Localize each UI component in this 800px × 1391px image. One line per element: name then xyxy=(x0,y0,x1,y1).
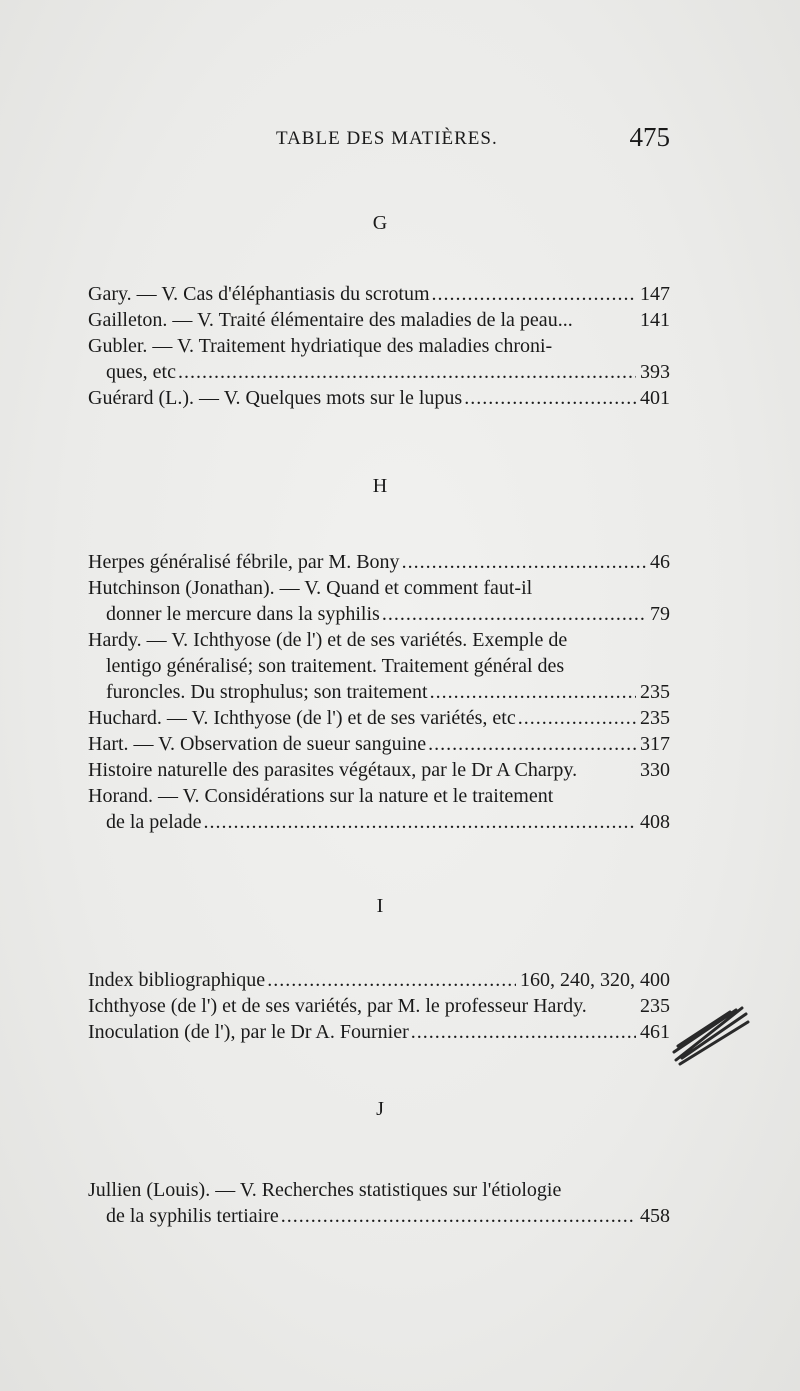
section-letter-h: H xyxy=(372,475,388,497)
entry-text: Gubler. — V. Traitement hydriatique des maladies chroni- xyxy=(88,335,553,357)
entry-page: 235 xyxy=(640,707,670,729)
entry-line xyxy=(88,333,670,359)
entry-line xyxy=(88,1177,670,1203)
running-title: TABLE DES MATIÈRES. xyxy=(276,128,498,149)
page-number: 475 xyxy=(629,122,670,152)
dot-leader xyxy=(267,967,516,993)
entry-line xyxy=(88,731,670,757)
entry-line xyxy=(88,281,670,307)
entry-line xyxy=(88,359,670,385)
index-entry-guerard xyxy=(88,385,670,411)
entry-line xyxy=(88,385,670,411)
entry-page: 160, 240, 320, 400 xyxy=(520,969,670,991)
entry-text: Herpes généralisé fébrile, par M. Bony xyxy=(88,551,400,573)
entry-page: 147 xyxy=(640,283,670,305)
entry-text: de la pelade xyxy=(106,811,202,833)
entry-text: Gary. — V. Cas d'éléphantiasis du scrotum xyxy=(88,283,430,305)
index-entry-gailleton xyxy=(88,307,670,333)
index-entry-gubler xyxy=(88,333,670,385)
index-entry-jullien xyxy=(88,1177,670,1229)
entry-line xyxy=(88,967,670,993)
entry-line xyxy=(88,757,670,783)
section-letter-g: G xyxy=(372,212,388,234)
dot-leader xyxy=(464,385,636,411)
index-entry-gary xyxy=(88,281,670,307)
entry-page: 408 xyxy=(640,811,670,833)
entry-text: Hardy. — V. Ichthyose (de l') et de ses variétés. Exemple de xyxy=(88,629,568,651)
index-entry-hutchinson xyxy=(88,575,670,627)
index-entry-inoculation xyxy=(88,1019,670,1045)
entry-line xyxy=(88,809,670,835)
entry-text: furoncles. Du strophulus; son traitement xyxy=(106,681,428,703)
index-entry-hart xyxy=(88,731,670,757)
entry-text: donner le mercure dans la syphilis xyxy=(106,603,380,625)
entry-line xyxy=(88,627,670,653)
entry-line xyxy=(88,679,670,705)
dot-leader xyxy=(281,1203,636,1229)
dot-leader xyxy=(382,601,646,627)
index-entry-ichthyose xyxy=(88,993,670,1019)
entry-page: 79 xyxy=(650,603,670,625)
entry-page: 141 xyxy=(640,309,670,331)
entry-page: 317 xyxy=(640,733,670,755)
entry-page: 401 xyxy=(640,387,670,409)
entry-page: 461 xyxy=(640,1021,670,1043)
entry-line xyxy=(88,783,670,809)
entry-text: Histoire naturelle des parasites végétaux, par le Dr A Charpy. xyxy=(88,759,578,781)
section-letter-j: J xyxy=(376,1098,384,1120)
entry-line xyxy=(88,1203,670,1229)
index-entry-histoire xyxy=(88,757,670,783)
entry-text: de la syphilis tertiaire xyxy=(106,1205,279,1227)
index-entry-horand xyxy=(88,783,670,835)
entry-text: Horand. — V. Considérations sur la nature et le traitement xyxy=(88,785,554,807)
dot-leader xyxy=(430,679,636,705)
dot-leader xyxy=(402,549,646,575)
entry-text: Huchard. — V. Ichthyose (de l') et de ses variétés, etc xyxy=(88,707,516,729)
entry-line xyxy=(88,1019,670,1045)
entry-text: Guérard (L.). — V. Quelques mots sur le lupus xyxy=(88,387,463,409)
entry-line xyxy=(88,601,670,627)
entry-text: lentigo généralisé; son traitement. Traitement général des xyxy=(106,655,565,677)
entry-line xyxy=(88,549,670,575)
entry-text: Ichthyose (de l') et de ses variétés, par M. le professeur Hardy. xyxy=(88,995,587,1017)
index-entry-hardy xyxy=(88,627,670,705)
dot-leader xyxy=(204,809,637,835)
entry-page: 235 xyxy=(640,995,670,1017)
index-entry-huchard xyxy=(88,705,670,731)
entry-page: 235 xyxy=(640,681,670,703)
pen-scribble xyxy=(672,1000,752,1070)
entry-text: Inoculation (de l'), par le Dr A. Fournier xyxy=(88,1021,409,1043)
entry-text: ques, etc xyxy=(106,361,176,383)
entry-text: Index bibliographique xyxy=(88,969,266,991)
entry-text: Hart. — V. Observation de sueur sanguine xyxy=(88,733,427,755)
entry-line xyxy=(88,993,670,1019)
entry-page: 46 xyxy=(650,551,670,573)
entry-text: Hutchinson (Jonathan). — V. Quand et comment faut-il xyxy=(88,577,533,599)
index-entry-index xyxy=(88,967,670,993)
dot-leader xyxy=(432,281,636,307)
running-head xyxy=(88,122,680,158)
section-letter-i: I xyxy=(376,895,384,917)
dot-leader xyxy=(178,359,636,385)
entry-page: 393 xyxy=(640,361,670,383)
entry-page: 330 xyxy=(640,759,670,781)
dot-leader xyxy=(428,731,636,757)
entry-line xyxy=(88,307,670,333)
dot-leader xyxy=(411,1019,636,1045)
dot-leader xyxy=(518,705,636,731)
entry-line xyxy=(88,653,670,679)
index-entry-herpes xyxy=(88,549,670,575)
entry-text: Gailleton. — V. Traité élémentaire des maladies de la peau... xyxy=(88,309,573,331)
entry-line xyxy=(88,575,670,601)
entry-text: Jullien (Louis). — V. Recherches statistiques sur l'étiologie xyxy=(88,1179,562,1201)
entry-page: 458 xyxy=(640,1205,670,1227)
entry-line xyxy=(88,705,670,731)
